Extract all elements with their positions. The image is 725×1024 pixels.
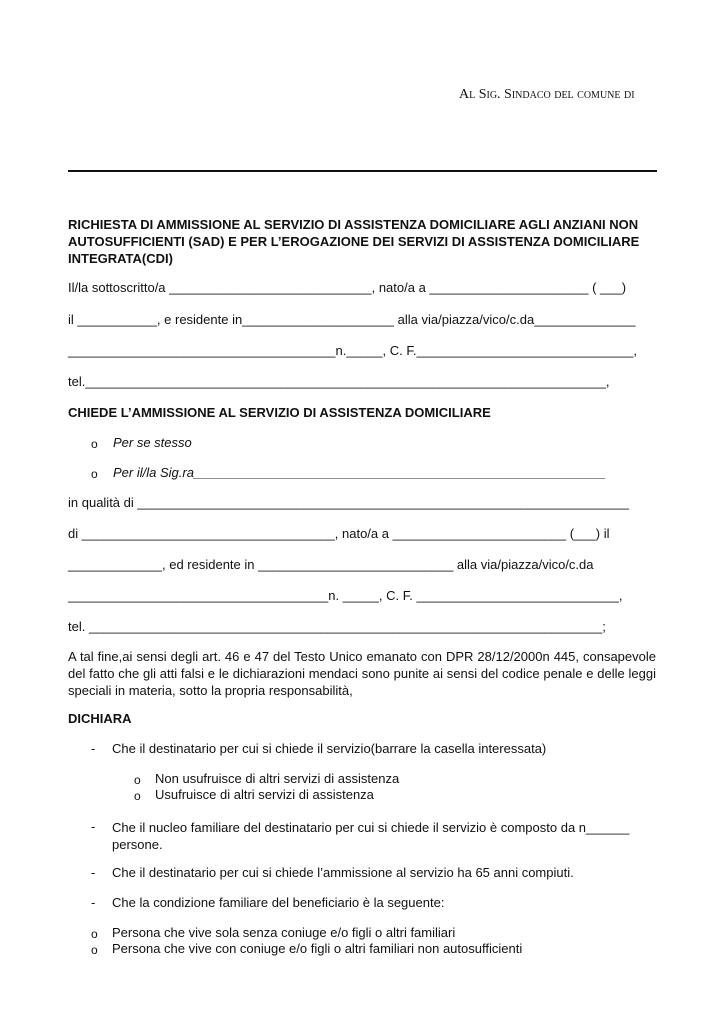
list-item-family-condition: Che la condizione familiare del beneficiario è la seguente: — [112, 895, 445, 910]
option-no-services-label: Non usufruisce di altri servizi di assistenza — [155, 771, 400, 786]
checkbox-has-services[interactable]: o — [134, 789, 141, 803]
form-line-beneficiary-residence[interactable]: _____________, ed residente in ___________________________ alla via/piazza/vico/c.da — [68, 557, 594, 572]
form-line-beneficiary-phone[interactable]: tel. _______________________________________________________________________; — [68, 619, 606, 634]
option-lives-alone-label: Persona che vive sola senza coniuge e/o figli o altri familiari — [112, 925, 456, 940]
form-line-beneficiary-address-cf[interactable]: ____________________________________n. _____, C. F. ____________________________, — [68, 588, 623, 603]
declaration-paragraph: A tal fine,ai sensi degli art. 46 e 47 del Testo Unico emanato con DPR 28/12/2000n 445, consapevole del fatto che gli atti falsi e le dichiarazioni mendaci sono punite ai sensi del codice penale e delle leggi speciali in materia, sotto la propria responsabilità, — [68, 649, 656, 698]
checkbox-lives-with-family[interactable]: o — [91, 943, 98, 957]
list-dash: - — [91, 895, 96, 910]
list-item-age: Che il destinatario per cui si chiede l’ammissione al servizio ha 65 anni compiuti. — [112, 865, 574, 880]
recipient-header: Al Sig. Sindaco del comune di — [459, 87, 635, 102]
list-item-household[interactable]: Che il nucleo familiare del destinatario per cui si chiede il servizio è composto da n______ persone. — [112, 820, 630, 852]
option-has-services-label: Usufruisce di altri servizi di assistenza — [155, 787, 374, 802]
list-dash: - — [91, 741, 96, 756]
form-line-beneficiary[interactable]: di ___________________________________, nato/a a ________________________ (___) il — [68, 526, 610, 541]
list-dash: - — [91, 865, 96, 880]
list-dash: - — [91, 819, 96, 834]
form-line-applicant[interactable]: Il/la sottoscritto/a ____________________________, nato/a a ______________________ ( ___) — [68, 280, 627, 295]
checkbox-lives-alone[interactable]: o — [91, 927, 98, 941]
option-self-label: Per se stesso — [113, 435, 192, 450]
checkbox-self[interactable]: o — [91, 437, 98, 451]
option-other-label[interactable]: Per il/la Sig.ra_________________________________________________________ — [113, 465, 607, 480]
request-heading: CHIEDE L’AMMISSIONE AL SERVIZIO DI ASSISTENZA DOMICILIARE — [68, 405, 491, 420]
form-line-phone[interactable]: tel.________________________________________________________________________, — [68, 374, 610, 389]
checkbox-other[interactable]: o — [91, 467, 98, 481]
list-item-services: Che il destinatario per cui si chiede il servizio(barrare la casella interessata) — [112, 741, 547, 756]
form-line-address-cf[interactable]: _____________________________________n._____, C. F.______________________________, — [68, 343, 637, 358]
checkbox-no-services[interactable]: o — [134, 773, 141, 787]
form-line-relationship[interactable]: in qualità di ____________________________________________________________________ — [68, 495, 630, 510]
option-lives-with-family-label: Persona che vive con coniuge e/o figli o altri familiari non autosufficienti — [112, 941, 523, 956]
document-title: RICHIESTA DI AMMISSIONE AL SERVIZIO DI ASSISTENZA DOMICILIARE AGLI ANZIANI NON AUTOSUFFICIENTI (SAD) E PER L’EROGAZIONE DEI SERVIZI DI ASSISTENZA DOMICILIARE INTEGRATA(CDI) — [68, 217, 640, 266]
declare-heading: DICHIARA — [68, 711, 132, 726]
header-divider — [68, 170, 657, 172]
form-line-birth-residence[interactable]: il ___________, e residente in_____________________ alla via/piazza/vico/c.da______________ — [68, 312, 636, 327]
